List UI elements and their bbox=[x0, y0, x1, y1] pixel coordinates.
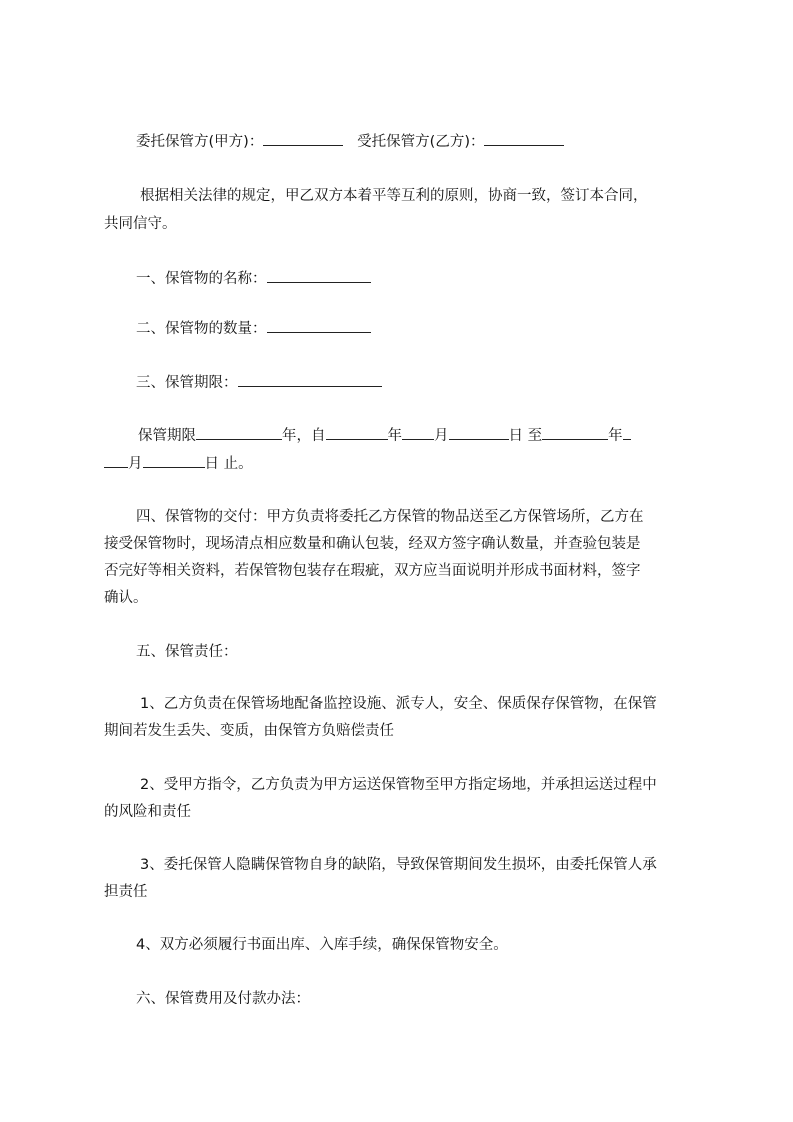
intro-line-2: 共同信守。 bbox=[104, 216, 177, 232]
fee-title: 六、保管费用及付款办法： bbox=[136, 991, 310, 1007]
responsibility-item-2-line-2: 的风险和责任 bbox=[104, 804, 191, 820]
responsibility-item-3-line-1: 3、委托保管人隐瞒保管物自身的缺陷，导致保管期间发生损坏，由委托保管人承 bbox=[140, 857, 657, 873]
term-detail-year-end: 年 bbox=[608, 428, 623, 444]
responsibility-title: 五、保管责任： bbox=[136, 644, 238, 660]
end-month-blank-a bbox=[623, 425, 631, 440]
start-day-blank bbox=[449, 425, 509, 440]
party-a-blank bbox=[263, 131, 343, 146]
item-name-line bbox=[136, 268, 371, 288]
term-detail-day-to: 日 至 bbox=[508, 428, 543, 444]
parties-line bbox=[136, 131, 564, 151]
delivery-line-1: 四、保管物的交付：甲方负责将委托乙方保管的物品送至乙方保管场所，乙方在 bbox=[136, 509, 644, 525]
end-month-blank-b bbox=[104, 453, 128, 468]
term-detail-line-1 bbox=[138, 425, 631, 445]
start-year-blank bbox=[326, 425, 388, 440]
term-blank bbox=[238, 372, 382, 387]
term-detail-line-2 bbox=[104, 453, 253, 473]
term-detail-prefix: 保管期限 bbox=[138, 428, 196, 444]
delivery-line-3: 否完好等相关资料，若保管物包装存在瑕疵，双方应当面说明并形成书面材料，签字 bbox=[104, 563, 641, 579]
party-b-blank bbox=[484, 131, 564, 146]
responsibility-item-2-line-1: 2、受甲方指令，乙方负责为甲方运送保管物至甲方指定场地，并承担运送过程中 bbox=[140, 777, 657, 793]
end-day-blank bbox=[143, 453, 205, 468]
end-year-blank bbox=[542, 425, 608, 440]
delivery-line-4: 确认。 bbox=[104, 590, 148, 606]
term-line bbox=[136, 372, 382, 392]
item-name-label: 一、保管物的名称： bbox=[136, 271, 267, 287]
term-detail-year-from: 年，自 bbox=[282, 428, 326, 444]
term-detail-day-end: 日 止。 bbox=[204, 456, 253, 472]
responsibility-item-1-line-2: 期间若发生丢失、变质，由保管方负赔偿责任 bbox=[104, 723, 394, 739]
item-quantity-blank bbox=[267, 318, 371, 333]
start-month-blank bbox=[402, 425, 434, 440]
term-years-blank bbox=[196, 425, 282, 440]
party-b-label: 受托保管方(乙方)： bbox=[357, 134, 485, 150]
term-detail-year: 年 bbox=[387, 428, 402, 444]
term-detail-month: 月 bbox=[434, 428, 449, 444]
term-detail-month-end: 月 bbox=[128, 456, 143, 472]
responsibility-item-4-line-1: 4、双方必须履行书面出库、入库手续，确保保管物安全。 bbox=[136, 937, 508, 953]
item-quantity-line bbox=[136, 318, 371, 338]
item-name-blank bbox=[267, 268, 371, 283]
responsibility-item-3-line-2: 担责任 bbox=[104, 884, 148, 900]
item-quantity-label: 二、保管物的数量： bbox=[136, 321, 267, 337]
party-a-label: 委托保管方(甲方)： bbox=[136, 134, 264, 150]
intro-line-1: 根据相关法律的规定，甲乙双方本着平等互利的原则，协商一致，签订本合同， bbox=[140, 188, 648, 204]
term-label: 三、保管期限： bbox=[136, 375, 238, 391]
responsibility-item-1-line-1: 1、乙方负责在保管场地配备监控设施、派专人，安全、保质保存保管物，在保管 bbox=[140, 696, 657, 712]
delivery-line-2: 接受保管物时，现场清点相应数量和确认包装，经双方签字确认数量，并查验包装是 bbox=[104, 536, 641, 552]
